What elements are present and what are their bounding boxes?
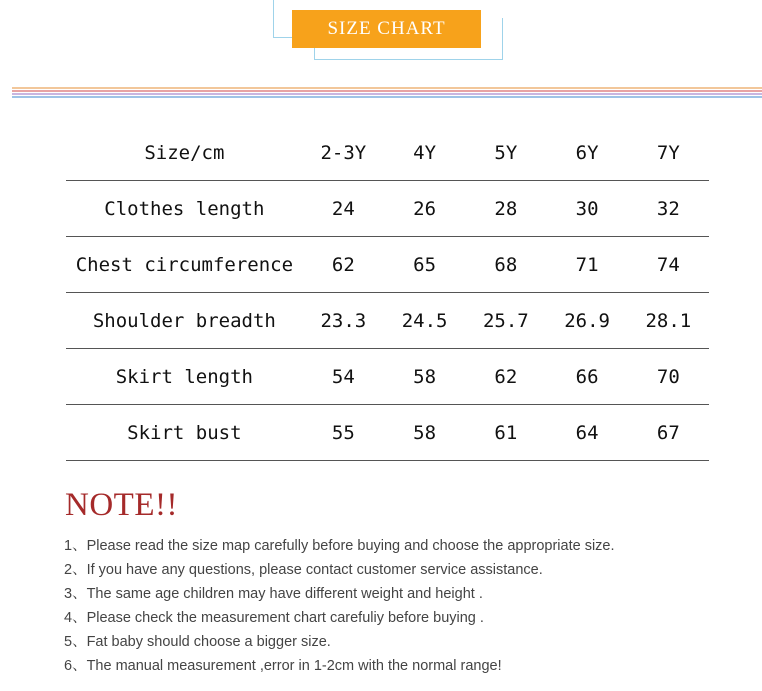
table-cell: 55 (303, 405, 384, 461)
decorative-stripe (12, 96, 762, 98)
table-cell: 62 (303, 237, 384, 293)
note-item: 1、Please read the size map carefully before buying and choose the appropriate size. (64, 538, 615, 554)
table-cell: 71 (546, 237, 627, 293)
size-header: 7Y (628, 126, 709, 181)
decorative-stripe (12, 87, 762, 89)
banner-frame-bottom-left (314, 48, 315, 60)
row-label: Shoulder breadth (66, 293, 303, 349)
table-cell: 66 (546, 349, 627, 405)
table-cell: 26 (384, 181, 465, 237)
table-cell: 64 (546, 405, 627, 461)
note-title: NOTE!! (65, 487, 178, 523)
note-item: 4、Please check the measurement chart carefuliy before buying . (64, 610, 484, 626)
row-label: Skirt bust (66, 405, 303, 461)
banner-frame-right (502, 18, 503, 60)
row-label: Skirt length (66, 349, 303, 405)
row-label: Chest circumference (66, 237, 303, 293)
table-cell: 24 (303, 181, 384, 237)
size-header: 5Y (465, 126, 546, 181)
table-row (66, 293, 709, 349)
note-item: 3、The same age children may have different weight and height . (64, 586, 483, 602)
table-row (66, 405, 709, 461)
size-chart-title: SIZE CHART (327, 18, 446, 39)
table-cell: 54 (303, 349, 384, 405)
table-cell: 74 (628, 237, 709, 293)
banner-frame-top (273, 37, 293, 38)
table-cell: 58 (384, 349, 465, 405)
table-cell: 26.9 (546, 293, 627, 349)
size-header: 4Y (384, 126, 465, 181)
note-list (64, 536, 615, 680)
size-table (66, 126, 709, 461)
table-cell: 68 (465, 237, 546, 293)
table-cell: 28.1 (628, 293, 709, 349)
size-header: 2-3Y (303, 126, 384, 181)
table-row (66, 349, 709, 405)
table-cell: 70 (628, 349, 709, 405)
table-cell: 28 (465, 181, 546, 237)
table-cell: 24.5 (384, 293, 465, 349)
note-item: 5、Fat baby should choose a bigger size. (64, 634, 331, 650)
table-cell: 58 (384, 405, 465, 461)
table-cell: 25.7 (465, 293, 546, 349)
table-cell: 67 (628, 405, 709, 461)
table-row (66, 181, 709, 237)
note-item: 6、The manual measurement ,error in 1-2cm with the normal range! (64, 658, 502, 674)
table-cell: 32 (628, 181, 709, 237)
size-header: 6Y (546, 126, 627, 181)
table-cell: 30 (546, 181, 627, 237)
banner-frame-bottom (314, 59, 503, 60)
table-cell: 62 (465, 349, 546, 405)
note-item: 2、If you have any questions, please contact customer service assistance. (64, 562, 543, 578)
size-chart-banner (292, 10, 481, 48)
banner-frame-left (273, 0, 274, 38)
decorative-stripe (12, 93, 762, 95)
decorative-stripe (12, 90, 762, 92)
row-label: Clothes length (66, 181, 303, 237)
table-cell: 61 (465, 405, 546, 461)
table-header-row (66, 126, 709, 181)
table-cell: 65 (384, 237, 465, 293)
table-row (66, 237, 709, 293)
header-label: Size/cm (66, 126, 303, 181)
table-cell: 23.3 (303, 293, 384, 349)
